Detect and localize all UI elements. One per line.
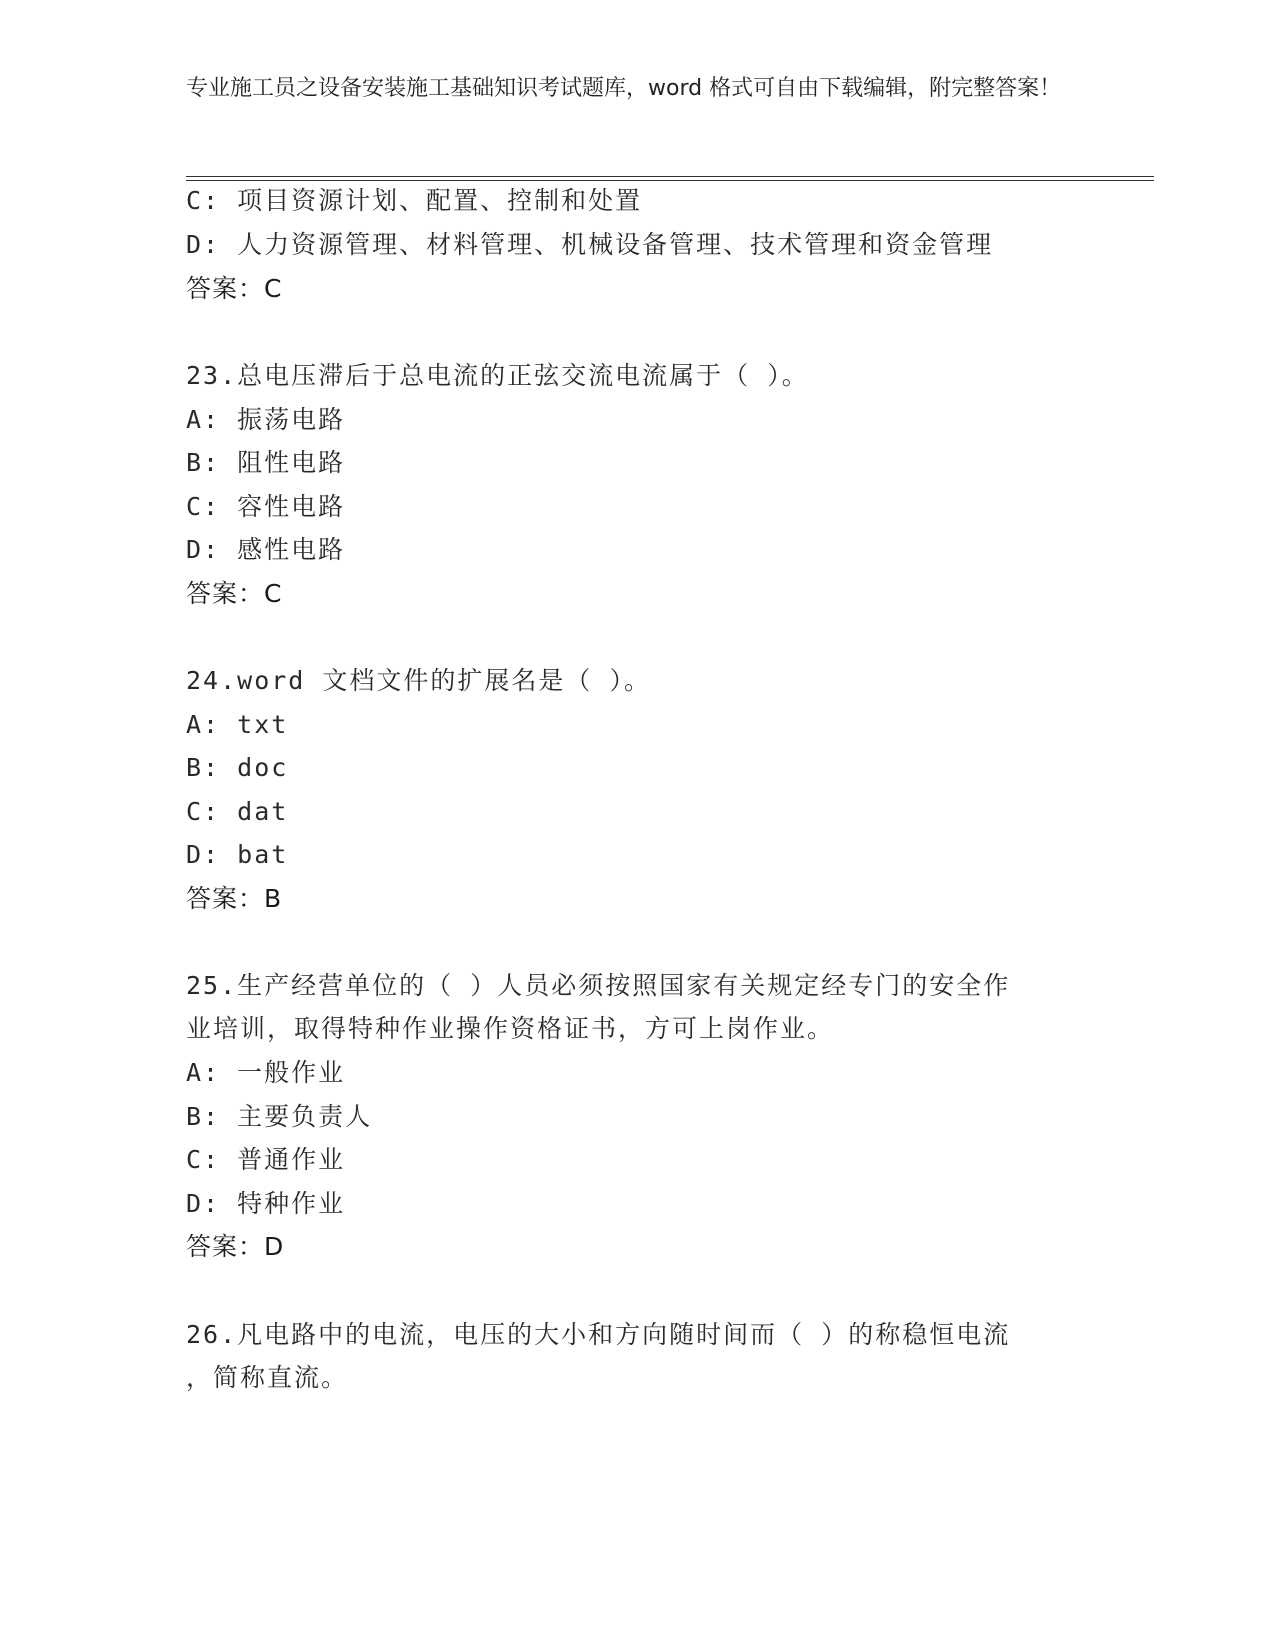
question-24-text: 24.word 文档文件的扩展名是（ ）。 [186,666,651,695]
question-23-text: 23.总电压滞后于总电流的正弦交流电流属于（ ）。 [186,361,809,390]
question-26-text-line-1: 26.凡电路中的电流，电压的大小和方向随时间而（ ）的称稳恒电流 [186,1320,1011,1349]
option-a: A: 振荡电路 [186,405,346,434]
option-b: B: doc [186,753,289,782]
header-divider [186,176,1154,181]
question-25-text-line-2: 业培训，取得特种作业操作资格证书，方可上岗作业。 [186,1014,835,1043]
option-a: A: 一般作业 [186,1058,346,1087]
answer: 答案：D [186,1232,285,1261]
option-b: B: 主要负责人 [186,1102,373,1131]
question-25-text-line-1: 25.生产经营单位的（ ）人员必须按照国家有关规定经专门的安全作 [186,971,1011,1000]
option-c: C: 普通作业 [186,1145,346,1174]
option-b: B: 阻性电路 [186,448,346,477]
option-c: C: dat [186,797,289,826]
option-d: D: 感性电路 [186,535,346,564]
answer: 答案：C [186,579,283,608]
option-c: C: 容性电路 [186,492,346,521]
answer: 答案：C [186,274,283,303]
option-a: A: txt [186,710,289,739]
question-26-text-line-2: ，简称直流。 [186,1363,349,1392]
document-header: 专业施工员之设备安装施工基础知识考试题库，word 格式可自由下载编辑，附完整答案！ [186,76,1062,101]
option-c: C: 项目资源计划、配置、控制和处置 [186,186,643,215]
option-d: D: 人力资源管理、材料管理、机械设备管理、技术管理和资金管理 [186,230,994,259]
option-d: D: bat [186,840,289,869]
option-d: D: 特种作业 [186,1189,346,1218]
answer: 答案：B [186,884,283,913]
